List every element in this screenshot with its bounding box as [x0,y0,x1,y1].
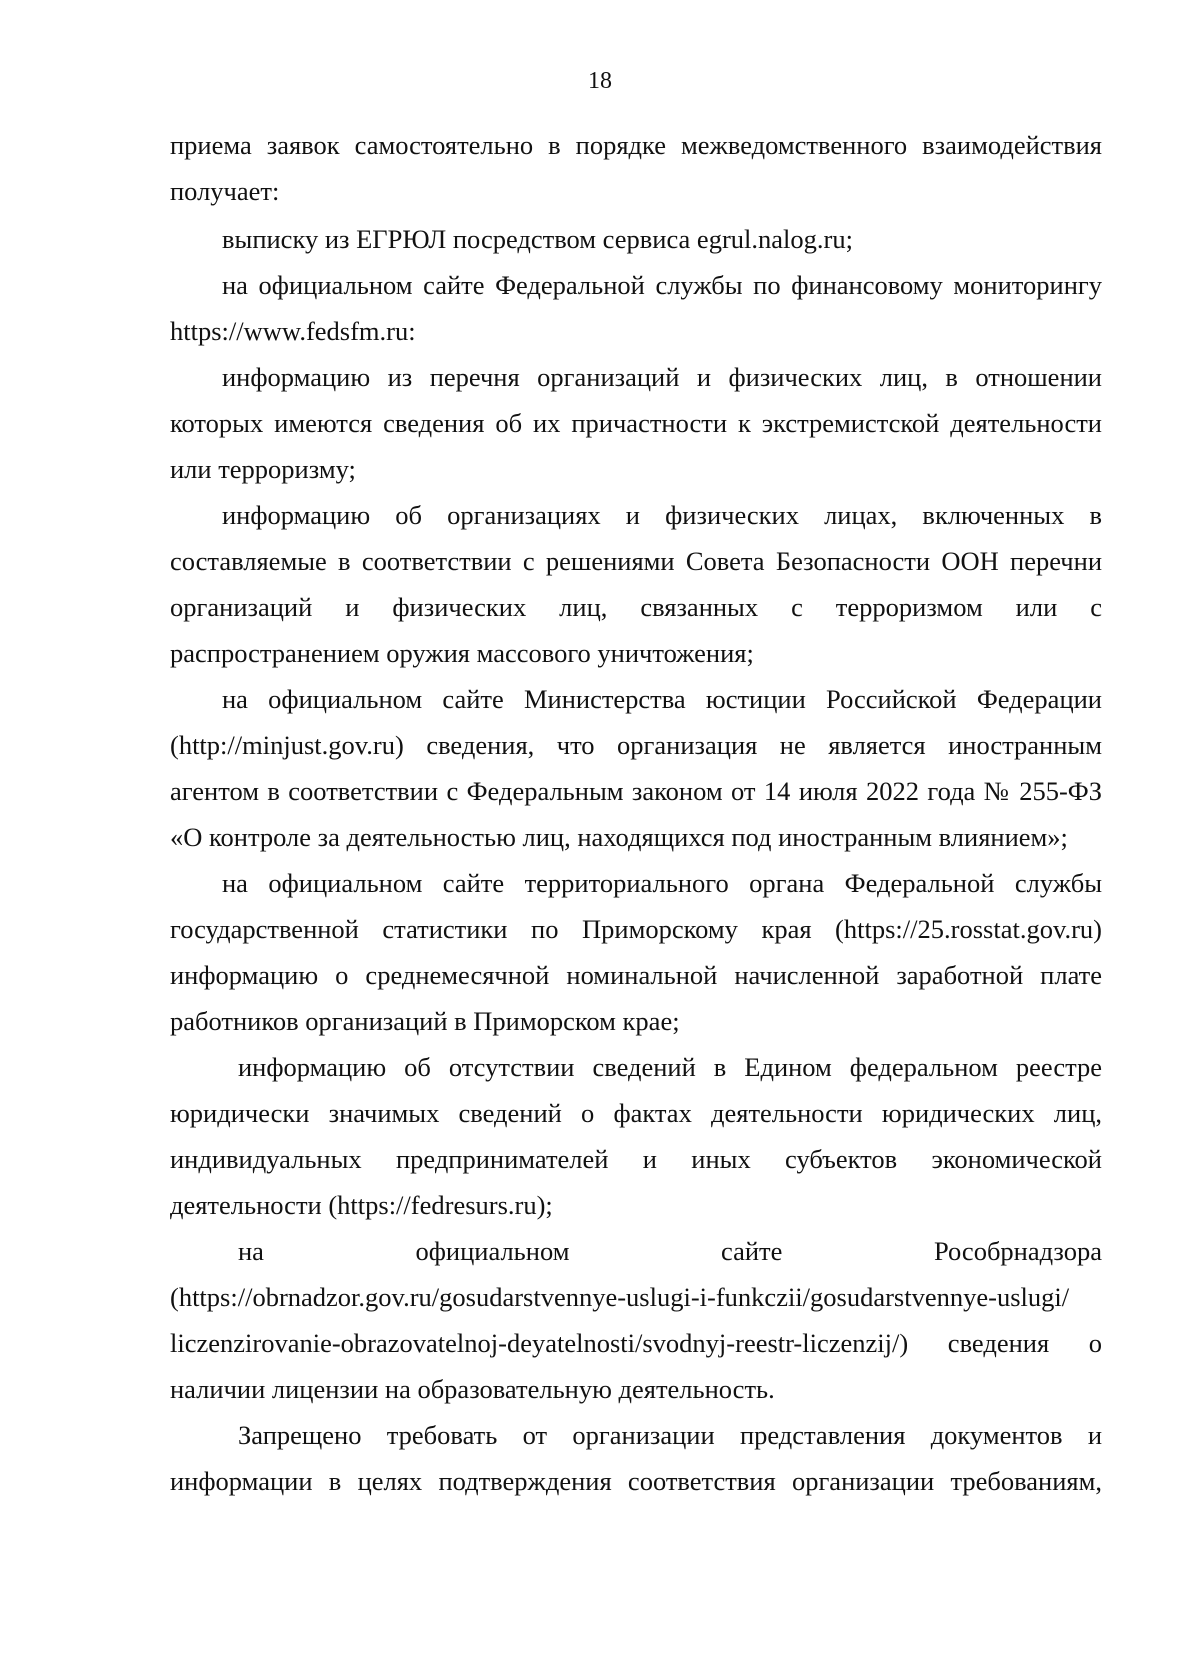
text-line: распространением оружия массового уничтожения; [170,638,754,668]
text-line: информацию об организациях и физических лицах, включенных в [222,500,1102,530]
text-line: (https://obrnadzor.gov.ru/gosudarstvennye-uslugi-i-funkczii/gosudarstvennye-uslugi/ [170,1282,1070,1312]
text-line: на официальном сайте Министерства юстиции Российской Федерации [222,684,1102,714]
text-line: на официальном сайте Рособрнадзора [238,1236,1102,1266]
text-line: информации в целях подтверждения соответствия организации требованиям, [170,1466,1102,1496]
text-line: на официальном сайте Федеральной службы по финансовому мониторингу [222,270,1102,300]
text-line: получает: [170,176,280,206]
text-line: выписку из ЕГРЮЛ посредством сервиса egrul.nalog.ru; [222,224,853,254]
text-line: «О контроле за деятельностью лиц, находящихся под иностранным влиянием»; [170,822,1068,852]
text-line: агентом в соответствии с Федеральным законом от 14 июля 2022 года № 255-ФЗ [170,776,1102,806]
text-line: индивидуальных предпринимателей и иных субъектов экономической [170,1144,1102,1174]
text-line: деятельности (https://fedresurs.ru); [170,1190,553,1220]
text-line: или терроризму; [170,454,356,484]
text-line: (http://minjust.gov.ru) сведения, что организация не является иностранным [170,730,1102,760]
text-line: приема заявок самостоятельно в порядке межведомственного взаимодействия [170,130,1102,160]
text-line: составляемые в соответствии с решениями Совета Безопасности ООН перечни [170,546,1102,576]
text-line: работников организаций в Приморском крае; [170,1006,680,1036]
text-line: наличии лицензии на образовательную деятельность. [170,1374,775,1404]
text-line: государственной статистики по Приморскому края (https://25.rosstat.gov.ru) [170,914,1102,944]
text-line: юридически значимых сведений о фактах деятельности юридических лиц, [170,1098,1102,1128]
document-body [170,122,1102,1504]
text-line: на официальном сайте территориального органа Федеральной службы [222,868,1102,898]
text-line: liczenzirovanie-obrazovatelnoj-deyatelnosti/svodnyj-reestr-liczenzij/) сведения о [170,1328,1102,1358]
text-line: Запрещено требовать от организации представления документов и [238,1420,1102,1450]
text-line: которых имеются сведения об их причастности к экстремистской деятельности [170,408,1102,438]
text-line: информацию об отсутствии сведений в Едином федеральном реестре [238,1052,1102,1082]
text-line: https://www.fedsfm.ru: [170,316,416,346]
text-line: информацию о среднемесячной номинальной начисленной заработной плате [170,960,1102,990]
text-line: информацию из перечня организаций и физических лиц, в отношении [222,362,1102,392]
page-number: 18 [588,68,612,94]
text-line: организаций и физических лиц, связанных с терроризмом или с [170,592,1102,622]
